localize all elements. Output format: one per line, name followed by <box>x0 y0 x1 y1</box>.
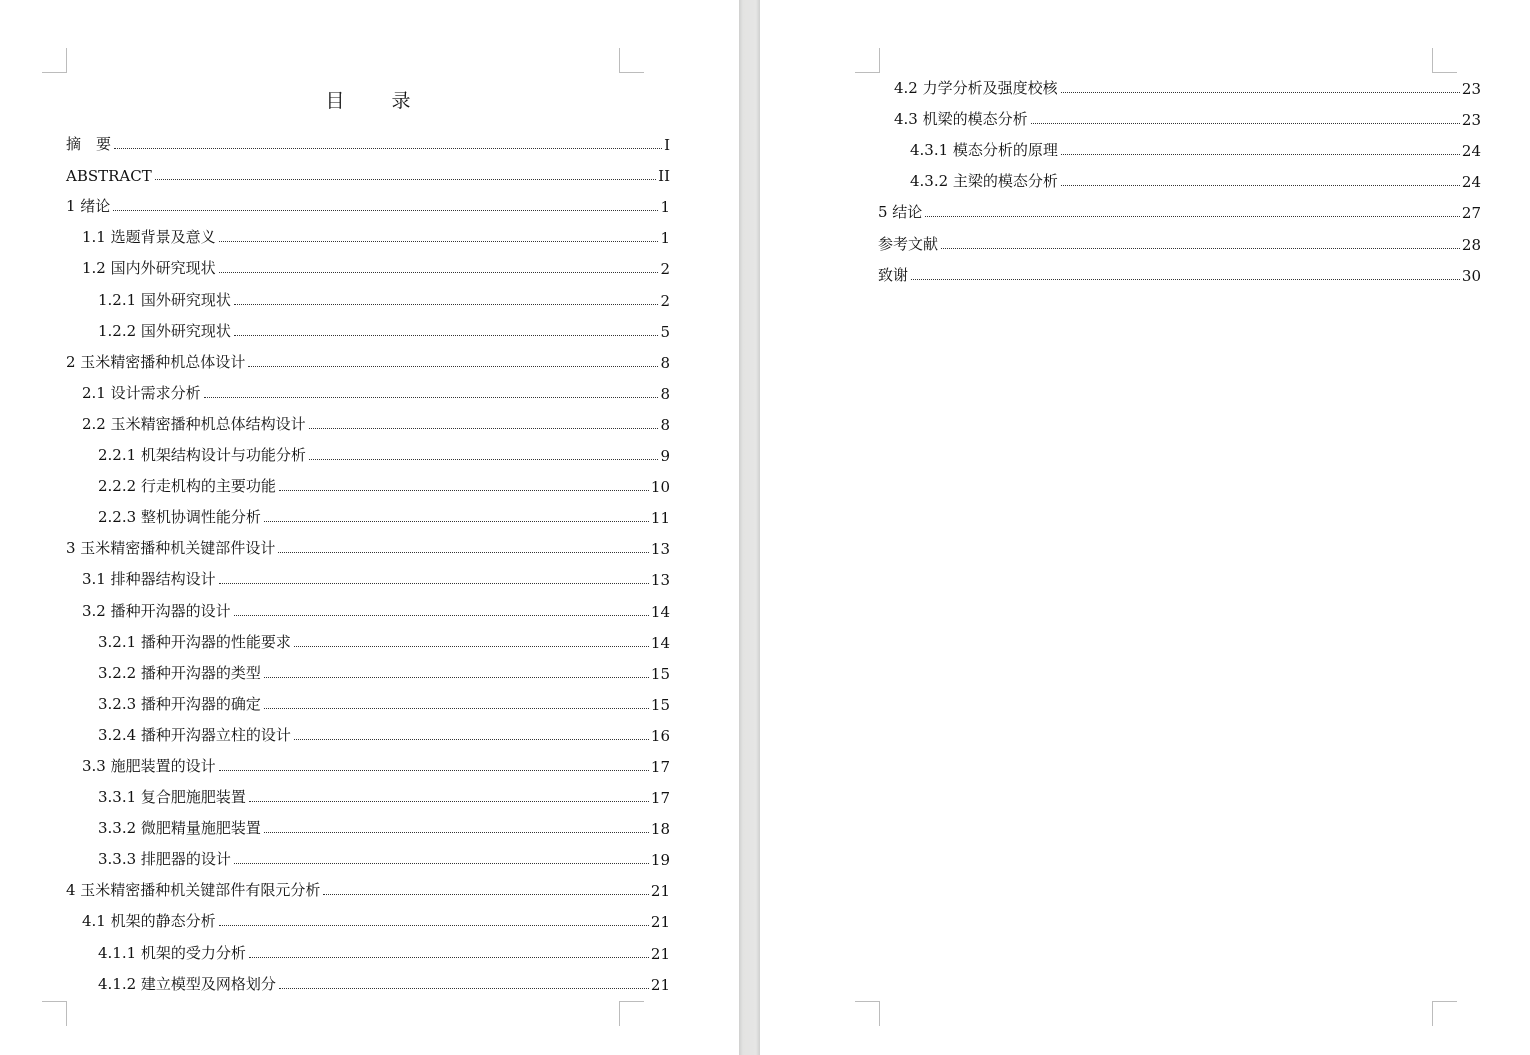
toc-list <box>878 67 1481 285</box>
toc-dot-leader <box>234 614 649 616</box>
toc-entry-page: 19 <box>650 851 670 870</box>
toc-entry[interactable] <box>66 372 670 403</box>
toc-entry-page: 18 <box>650 820 670 839</box>
toc-entry-page: 21 <box>650 913 670 932</box>
toc-entry-page: 5 <box>660 322 670 341</box>
toc-dot-leader <box>248 365 658 367</box>
toc-dot-leader <box>234 303 659 305</box>
toc-entry-page: 16 <box>650 726 670 745</box>
toc-entry-page: 21 <box>650 944 670 963</box>
toc-entry-label: ABSTRACT <box>66 167 152 186</box>
toc-entry[interactable] <box>66 123 670 154</box>
toc-entry-page: 27 <box>1461 204 1481 223</box>
toc-entry-page: 10 <box>650 478 670 497</box>
toc-dot-leader <box>264 707 649 709</box>
toc-dot-leader <box>155 178 656 180</box>
toc-entry-label: 3.2.4 播种开沟器立柱的设计 <box>98 725 291 744</box>
toc-entry-label: 3.2.2 播种开沟器的类型 <box>98 663 261 682</box>
toc-entry-page: 14 <box>650 602 670 621</box>
toc-entry-label: 4.3 机梁的模态分析 <box>894 110 1028 129</box>
toc-entry[interactable] <box>66 714 670 745</box>
toc-entry[interactable] <box>878 254 1481 285</box>
toc-entry[interactable] <box>66 434 670 465</box>
toc-dot-leader <box>114 147 662 149</box>
toc-entry-label: 摘 要 <box>66 135 112 154</box>
toc-entry-label: 2 玉米精密播种机总体设计 <box>66 352 246 371</box>
toc-dot-leader <box>941 247 1460 249</box>
toc-entry[interactable] <box>66 247 670 278</box>
toc-entry[interactable] <box>66 683 670 714</box>
toc-entry-page: 14 <box>650 633 670 652</box>
crop-mark <box>855 48 880 73</box>
toc-dot-leader <box>911 278 1460 280</box>
toc-dot-leader <box>234 862 649 864</box>
document-page-1 <box>0 0 739 1055</box>
toc-entry-page: 2 <box>660 260 670 279</box>
toc-dot-leader <box>219 271 659 273</box>
toc-entry[interactable] <box>66 185 670 216</box>
toc-entry-page: 15 <box>650 664 670 683</box>
toc-entry-label: 3.2 播种开沟器的设计 <box>82 601 231 620</box>
toc-dot-leader <box>264 831 649 833</box>
toc-entry-page: 15 <box>650 695 670 714</box>
toc-dot-leader <box>1031 122 1460 124</box>
toc-entry-page: 24 <box>1461 173 1481 192</box>
toc-entry[interactable] <box>66 931 670 962</box>
crop-mark <box>619 48 644 73</box>
toc-entry-page: 13 <box>650 571 670 590</box>
toc-entry-page: 23 <box>1461 80 1481 99</box>
toc-entry[interactable] <box>66 807 670 838</box>
toc-dot-leader <box>219 769 649 771</box>
toc-dot-leader <box>1061 91 1460 93</box>
toc-dot-leader <box>204 396 659 398</box>
toc-entry-label: 3.3.3 排肥器的设计 <box>98 850 231 869</box>
toc-entry[interactable] <box>66 745 670 776</box>
toc-entry[interactable] <box>66 900 670 931</box>
toc-entry-label: 3.3.2 微肥精量施肥装置 <box>98 819 261 838</box>
toc-entry[interactable] <box>66 838 670 869</box>
toc-entry-page: 23 <box>1461 111 1481 130</box>
toc-dot-leader <box>249 800 649 802</box>
toc-entry-label: 3.1 排种器结构设计 <box>82 570 216 589</box>
toc-dot-leader <box>294 645 649 647</box>
toc-entry-page: 24 <box>1461 142 1481 161</box>
toc-dot-leader <box>323 893 649 895</box>
toc-entry[interactable] <box>66 589 670 620</box>
toc-entry[interactable] <box>66 621 670 652</box>
toc-entry[interactable] <box>66 310 670 341</box>
toc-entry-page: 1 <box>660 198 670 217</box>
toc-entry-label: 1.1 选题背景及意义 <box>82 228 216 247</box>
toc-dot-leader <box>925 215 1460 217</box>
toc-dot-leader <box>219 924 649 926</box>
toc-entry-label: 2.1 设计需求分析 <box>82 383 201 402</box>
toc-dot-leader <box>113 209 658 211</box>
crop-mark <box>1432 1001 1457 1026</box>
toc-dot-leader <box>1061 153 1460 155</box>
toc-dot-leader <box>264 520 649 522</box>
toc-entry-label: 1 绪论 <box>66 197 111 216</box>
toc-entry[interactable] <box>66 963 670 994</box>
toc-entry-label: 3.3 施肥装置的设计 <box>82 756 216 775</box>
toc-entry[interactable] <box>66 403 670 434</box>
toc-entry-page: 21 <box>650 882 670 901</box>
crop-mark <box>855 1001 880 1026</box>
toc-entry-label: 2.2.3 整机协调性能分析 <box>98 508 261 527</box>
toc-entry[interactable] <box>66 496 670 527</box>
toc-dot-leader <box>219 240 659 242</box>
toc-entry-label: 1.2.2 国外研究现状 <box>98 321 231 340</box>
toc-entry-page: 17 <box>650 757 670 776</box>
toc-entry[interactable] <box>66 465 670 496</box>
toc-entry[interactable] <box>878 67 1481 98</box>
toc-entry-page: 28 <box>1461 235 1481 254</box>
toc-entry-label: 4.1.2 建立模型及网格划分 <box>98 974 276 993</box>
toc-entry-label: 2.2.1 机架结构设计与功能分析 <box>98 446 306 465</box>
toc-entry-page: 8 <box>660 415 670 434</box>
toc-entry[interactable] <box>66 652 670 683</box>
toc-title: 目 录 <box>325 90 425 112</box>
toc-entry-label: 1.2 国内外研究现状 <box>82 259 216 278</box>
toc-entry-label: 1.2.1 国外研究现状 <box>98 290 231 309</box>
toc-entry[interactable] <box>66 558 670 589</box>
toc-entry-page: 21 <box>650 975 670 994</box>
toc-entry-label: 3.3.1 复合肥施肥装置 <box>98 788 246 807</box>
toc-entry[interactable] <box>878 98 1481 129</box>
toc-entry-page: 8 <box>660 384 670 403</box>
toc-entry-page: I <box>664 136 670 155</box>
toc-dot-leader <box>279 987 649 989</box>
toc-entry-page: II <box>658 167 670 186</box>
toc-entry[interactable] <box>878 191 1481 222</box>
toc-entry-page: 30 <box>1461 266 1481 285</box>
toc-entry-label: 致谢 <box>878 265 909 284</box>
toc-entry-label: 4.3.2 主梁的模态分析 <box>910 172 1058 191</box>
toc-dot-leader <box>278 551 649 553</box>
toc-entry-label: 4.3.1 模态分析的原理 <box>910 141 1058 160</box>
toc-entry-label: 2.2 玉米精密播种机总体结构设计 <box>82 414 306 433</box>
toc-entry-page: 9 <box>660 447 670 466</box>
toc-dot-leader <box>309 458 659 460</box>
toc-entry-label: 3 玉米精密播种机关键部件设计 <box>66 539 276 558</box>
crop-mark <box>619 1001 644 1026</box>
toc-entry-label: 3.2.1 播种开沟器的性能要求 <box>98 632 291 651</box>
toc-dot-leader <box>1061 184 1460 186</box>
toc-dot-leader <box>264 676 649 678</box>
toc-entry[interactable] <box>878 129 1481 160</box>
toc-dot-leader <box>279 489 649 491</box>
toc-entry-page: 2 <box>660 291 670 310</box>
toc-entry-label: 4 玉米精密播种机关键部件有限元分析 <box>66 881 321 900</box>
toc-dot-leader <box>294 738 649 740</box>
toc-dot-leader <box>249 956 649 958</box>
toc-dot-leader <box>219 582 649 584</box>
toc-list <box>66 123 670 994</box>
toc-entry[interactable] <box>878 160 1481 191</box>
toc-dot-leader <box>234 334 659 336</box>
toc-entry-page: 11 <box>650 509 670 528</box>
toc-entry[interactable] <box>66 341 670 372</box>
toc-entry[interactable] <box>66 776 670 807</box>
toc-entry-label: 4.1 机架的静态分析 <box>82 912 216 931</box>
toc-entry[interactable] <box>66 527 670 558</box>
toc-entry-label: 参考文献 <box>878 234 939 253</box>
toc-entry[interactable] <box>878 222 1481 253</box>
crop-mark <box>42 48 67 73</box>
toc-entry-page: 17 <box>650 789 670 808</box>
toc-entry[interactable] <box>66 216 670 247</box>
toc-dot-leader <box>309 427 659 429</box>
toc-entry-label: 4.1.1 机架的受力分析 <box>98 943 246 962</box>
toc-entry-label: 2.2.2 行走机构的主要功能 <box>98 477 276 496</box>
toc-entry[interactable] <box>66 154 670 185</box>
toc-entry-label: 3.2.3 播种开沟器的确定 <box>98 694 261 713</box>
toc-entry[interactable] <box>66 278 670 309</box>
toc-entry-label: 5 结论 <box>878 203 923 222</box>
toc-entry-page: 13 <box>650 540 670 559</box>
toc-entry-label: 4.2 力学分析及强度校核 <box>894 79 1058 98</box>
crop-mark <box>42 1001 67 1026</box>
toc-entry-page: 8 <box>660 353 670 372</box>
toc-entry[interactable] <box>66 869 670 900</box>
toc-entry-page: 1 <box>660 229 670 248</box>
page-gutter <box>739 0 760 1055</box>
